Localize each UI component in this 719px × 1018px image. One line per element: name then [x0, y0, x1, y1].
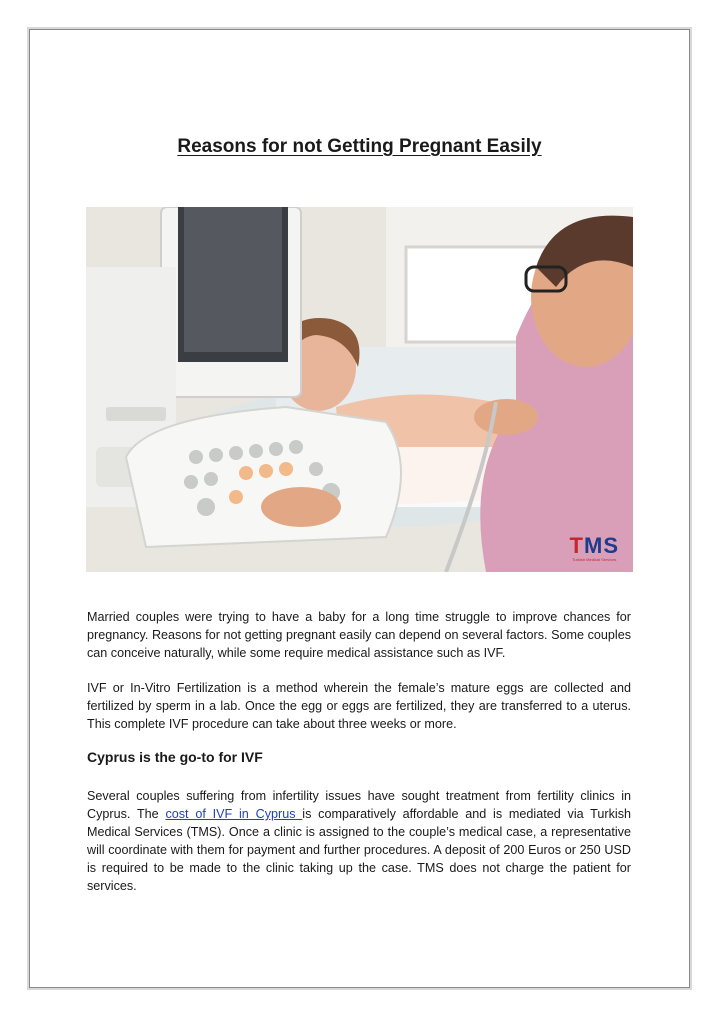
- tms-logo: [570, 535, 619, 562]
- logo-tagline: Turkish Medical Services: [572, 557, 617, 562]
- paragraph-intro: Married couples were trying to have a baby for a long time struggle to improve chances for pregnancy. Reasons for not getting pregnant easily can depend on several factors. Some couples can conceive naturally, while some require medical assistance such as IVF.: [87, 610, 631, 660]
- section-heading: Cyprus is the go-to for IVF: [87, 749, 263, 765]
- paragraph-cyprus: [87, 787, 631, 895]
- paragraph-ivf-definition: IVF or In-Vitro Fertilization is a method wherein the female’s mature eggs are collected and fertilized by sperm in a lab. Once the egg or eggs are fertilized, they are transferred to a uterus. This complete IVF procedure can take about three weeks or more.: [87, 681, 631, 731]
- paragraph-cyprus-text-start: Several couples suffering from infertility issues have sought treatment from fertility clinics in Cyprus. The: [87, 789, 631, 821]
- logo-ms: MS: [584, 533, 619, 558]
- cost-of-ivf-link[interactable]: cost of IVF in Cyprus: [165, 807, 303, 821]
- page-title: Reasons for not Getting Pregnant Easily: [177, 136, 542, 157]
- paragraph-cyprus-text-end: is comparatively affordable and is mediated via Turkish Medical Services (TMS). Once a clinic is assigned to the couple’s medical case, a representative will coordinate with them for payment and further procedures. A deposit of 200 Euros or 250 USD is required to be made to the clinic taking up the case. TMS does not charge the patient for services.: [87, 807, 631, 893]
- logo-t: T: [569, 533, 584, 558]
- ultrasound-scene-illustration: [86, 207, 633, 572]
- hero-image: [86, 207, 633, 572]
